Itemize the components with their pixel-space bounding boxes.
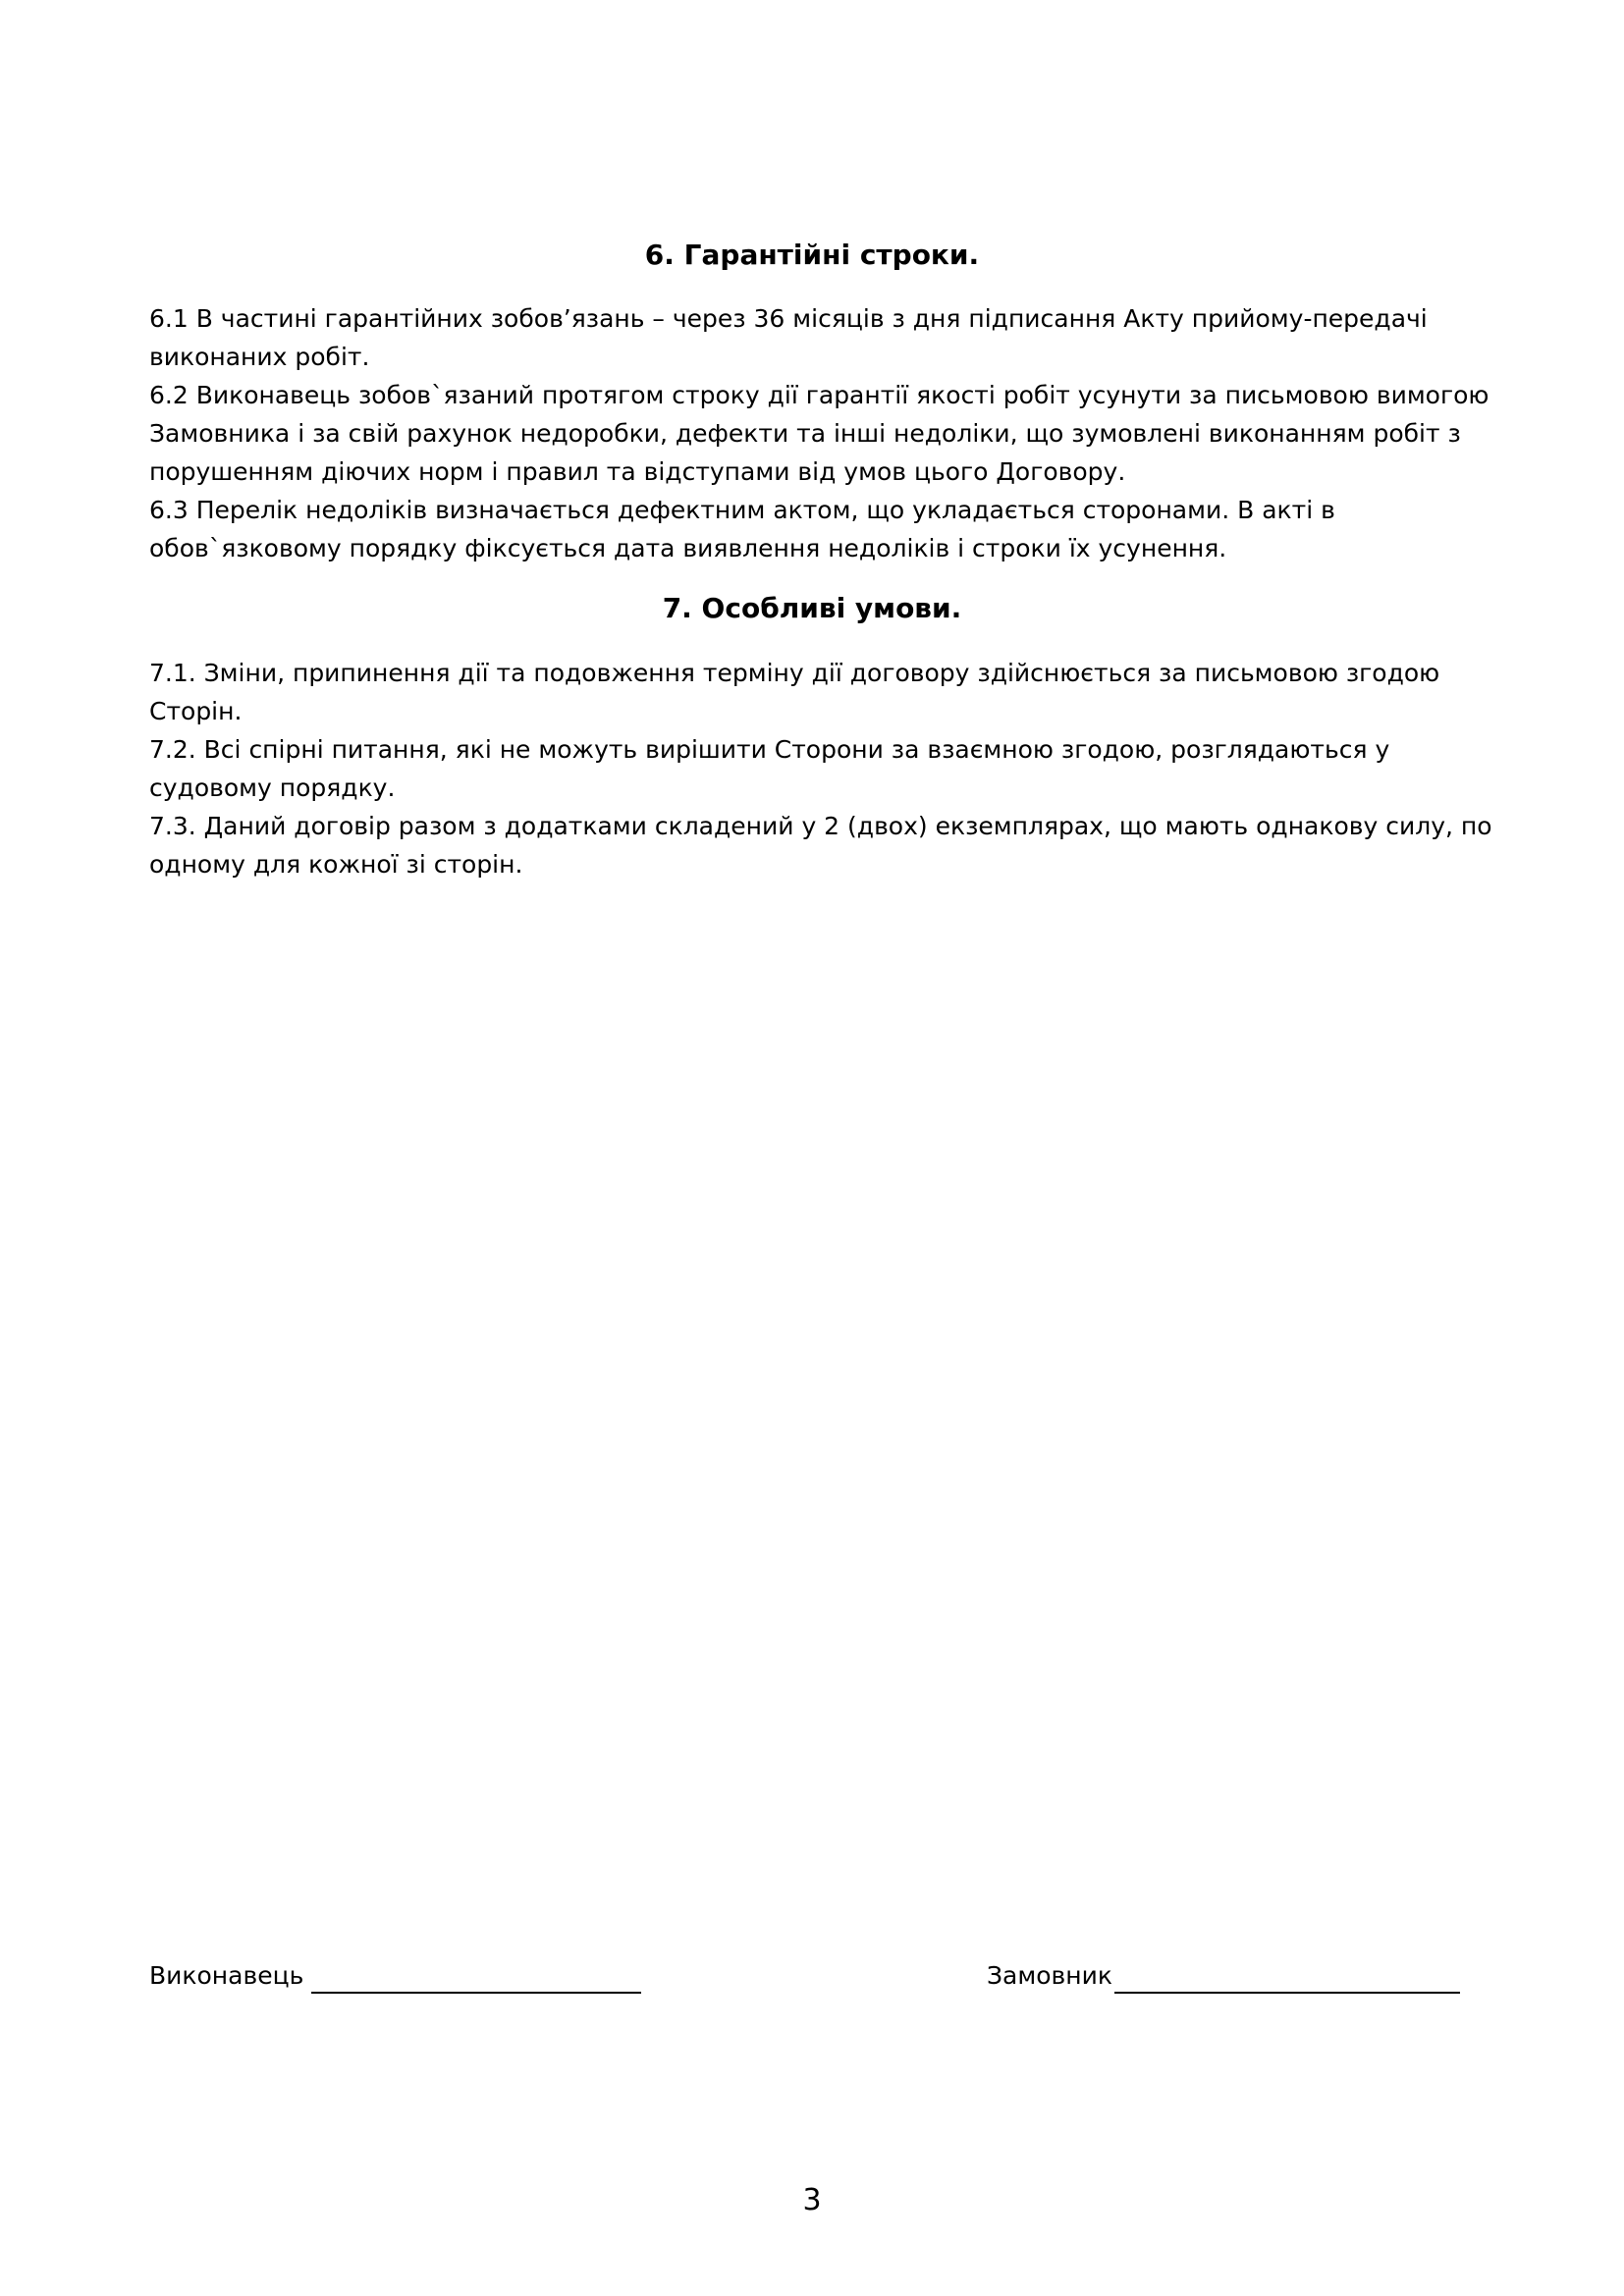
- clause-6-1: 6.1 В частині гарантійних зобов’язань – через 36 місяців з дня підписання Акту прийому-передачі виконаних робіт.: [149, 304, 1428, 371]
- page-number: 3: [802, 2183, 822, 2217]
- clause-7-1: 7.1. Зміни, припинення дії та подовження терміну дії договору здійснюється за письмовою згодою Сторін.: [149, 659, 1440, 725]
- clause-7-2: 7.2. Всі спірні питання, які не можуть вирішити Сторони за взаємною згодою, розглядаються у судовому порядку.: [149, 735, 1390, 802]
- customer-signature-line: [1114, 1964, 1460, 1994]
- clause-6-3: 6.3 Перелік недоліків визначається дефектним актом, що укладається сторонами. В акті в обов`язковому порядку фіксується дата виявлення недоліків і строки їх усунення.: [149, 496, 1335, 562]
- section-7-heading: 7. Особливі умови.: [662, 592, 962, 624]
- section-6-heading: 6. Гарантійні строки.: [644, 239, 980, 271]
- clause-7-3: 7.3. Даний договір разом з додатками складений у 2 (двох) екземплярах, що мають однакову силу, по одному для кожної зі сторін.: [149, 812, 1492, 879]
- contractor-label: Виконавець: [149, 1961, 304, 1990]
- contractor-signature-block: [149, 1958, 641, 1994]
- customer-signature-block: [987, 1958, 1460, 1994]
- contractor-signature-line: [311, 1964, 641, 1994]
- customer-label: Замовник: [987, 1961, 1112, 1990]
- clause-6-2: 6.2 Виконавець зобов`язаний протягом строку дії гарантії якості робіт усунути за письмовою вимогою Замовника і за свій рахунок недоробки, дефекти та інші недоліки, що зумовлені виконанням робіт з порушенням діючих норм і правил та відступами від умов цього Договору.: [149, 381, 1489, 486]
